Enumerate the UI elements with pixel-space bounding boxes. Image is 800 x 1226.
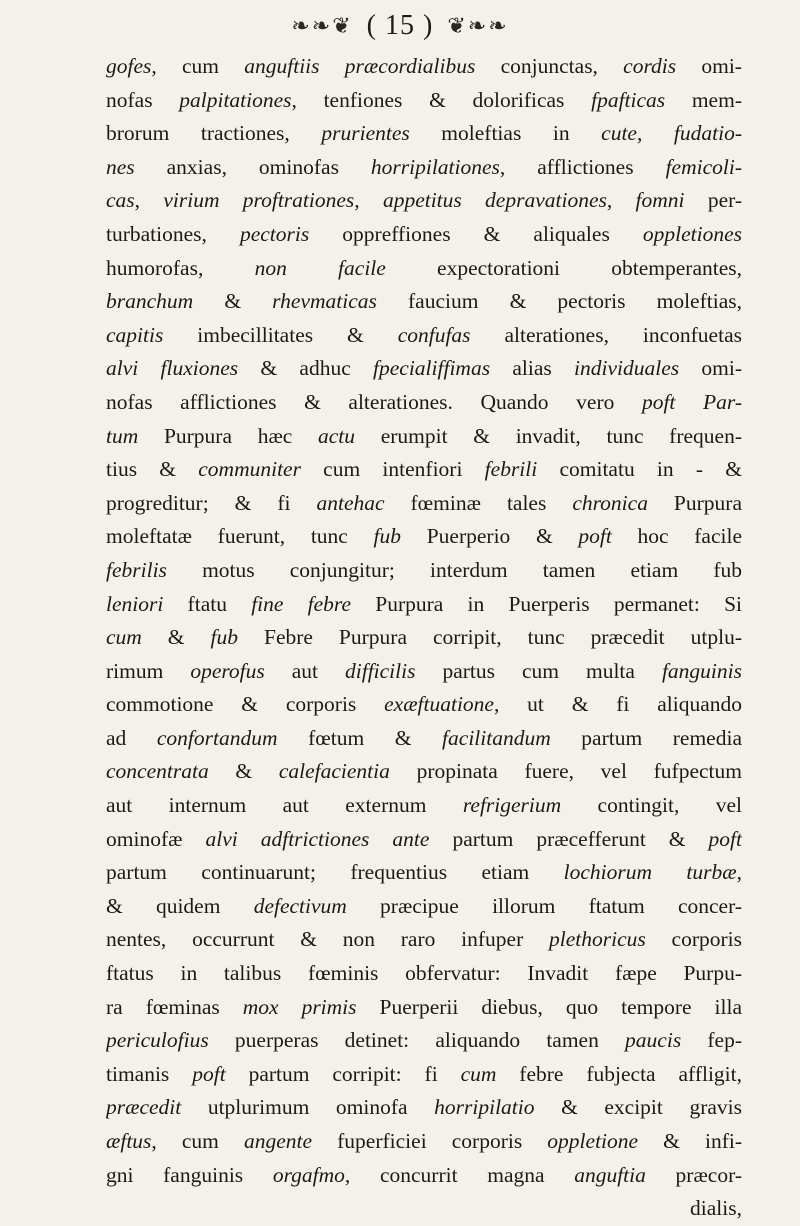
text-run: turbationes, <box>106 221 240 246</box>
text-run: utplurimum ominofa <box>181 1095 435 1120</box>
italic-phrase: fanguinis <box>661 658 742 683</box>
text-line <box>106 285 742 319</box>
italic-phrase: præcedit <box>106 1095 182 1120</box>
text-line <box>106 1058 742 1092</box>
text-run: , <box>636 121 674 146</box>
italic-phrase: cas <box>106 188 135 213</box>
text-line <box>106 789 742 823</box>
text-run: fœminæ tales <box>384 490 573 515</box>
italic-phrase: antehac <box>316 490 385 515</box>
text-run: aut <box>264 658 345 683</box>
text-run: humorofas, <box>106 255 255 280</box>
text-run: moleftias in <box>409 121 602 146</box>
italic-phrase: exæftuatione <box>384 692 494 717</box>
text-line <box>106 655 742 689</box>
text-run: , cum <box>151 1129 244 1153</box>
text-line <box>106 252 742 286</box>
italic-phrase: orgafmo <box>272 1162 345 1187</box>
text-line <box>106 722 742 756</box>
text-run: & excipit gravis <box>534 1095 742 1120</box>
italic-phrase: confortandum <box>156 725 278 750</box>
text-run: fep- <box>681 1028 742 1053</box>
text-run: , ut & fi aliquando <box>493 692 742 717</box>
text-run: , <box>354 188 383 213</box>
text-line <box>106 890 742 924</box>
italic-phrase: poft <box>708 826 742 851</box>
italic-phrase: chronica <box>572 490 648 515</box>
italic-phrase: gofes <box>106 54 152 78</box>
italic-phrase: horripilationes <box>370 154 500 179</box>
text-run: timanis <box>106 1061 193 1086</box>
text-run: , <box>606 188 636 213</box>
italic-phrase: appetitus depravationes <box>382 188 607 213</box>
text-line <box>106 453 742 487</box>
text-line <box>106 117 742 151</box>
text-run: & <box>208 759 279 784</box>
text-run: dialis, <box>690 1196 742 1221</box>
text-run: alterationes, inconfuetas <box>470 322 742 347</box>
italic-phrase: mox primis <box>242 994 357 1019</box>
text-line <box>106 218 742 252</box>
text-line <box>106 1024 742 1058</box>
text-line <box>106 823 742 857</box>
text-run: ad <box>106 725 157 750</box>
text-run: oppreffiones & aliquales <box>309 221 643 246</box>
text-run: mem- <box>665 87 742 112</box>
italic-phrase: femicoli- <box>665 154 742 179</box>
italic-phrase: periculofius <box>106 1028 209 1053</box>
italic-phrase: fpecialiffimas <box>373 356 491 381</box>
text-run: & infi- <box>638 1129 742 1153</box>
italic-phrase: operofus <box>190 658 265 683</box>
page-header <box>0 8 800 44</box>
page-number: ( 15 ) <box>366 10 434 41</box>
text-run: propinata fuere, vel fufpectum <box>389 759 742 784</box>
italic-phrase: æftus <box>106 1129 152 1153</box>
text-run: cum intenfiori <box>300 457 485 482</box>
text-run: ftatu <box>163 591 252 616</box>
text-run: moleftatæ fuerunt, tunc <box>106 524 374 549</box>
text-run: motus conjungitur; interdum tamen etiam fub <box>166 557 742 582</box>
text-line <box>106 520 742 554</box>
text-run: , <box>736 860 742 885</box>
text-run: contingit, vel <box>561 793 742 818</box>
text-run: nofas <box>106 87 180 112</box>
italic-phrase: oppletiones <box>642 221 742 246</box>
italic-phrase: cute <box>601 121 637 146</box>
text-run: expectorationi obtemperantes, <box>385 255 742 280</box>
text-run: Purpura hæc <box>138 423 319 448</box>
text-line <box>106 856 742 890</box>
text-run: , tenfiones & dolorificas <box>291 87 592 112</box>
text-line <box>106 386 742 420</box>
italic-phrase: concentrata <box>106 759 209 784</box>
italic-phrase: fudatio- <box>673 121 742 146</box>
text-run: , cum <box>151 54 245 78</box>
text-run: Purpura <box>647 490 742 515</box>
left-ornament-icon: ❧❧❦ <box>291 13 353 38</box>
text-run: faucium & pectoris moleftias, <box>376 289 742 314</box>
italic-phrase: febrilis <box>106 557 167 582</box>
italic-phrase: facilitandum <box>442 725 551 750</box>
text-run: aut internum aut externum <box>106 793 463 818</box>
italic-phrase: fomni <box>635 188 685 213</box>
italic-phrase: defectivum <box>253 893 347 918</box>
italic-phrase: prurientes <box>321 121 410 146</box>
italic-phrase: confufas <box>397 322 471 347</box>
text-line <box>106 957 742 991</box>
text-run: conjunctas, <box>475 54 624 78</box>
text-run: corporis <box>645 927 742 952</box>
text-run: puerperas detinet: aliquando tamen <box>208 1028 626 1053</box>
italic-phrase: fub <box>210 625 239 650</box>
text-line <box>106 352 742 386</box>
text-line <box>106 487 742 521</box>
italic-phrase: angente <box>243 1129 313 1153</box>
italic-phrase: nes <box>106 154 135 179</box>
italic-phrase: lochiorum turbæ <box>563 860 737 885</box>
italic-phrase: pectoris <box>239 221 310 246</box>
text-run: per- <box>684 188 742 213</box>
italic-phrase: non facile <box>254 255 386 280</box>
italic-phrase: horripilatio <box>434 1095 535 1120</box>
text-line <box>106 621 742 655</box>
text-line <box>106 319 742 353</box>
text-run: progreditur; & fi <box>106 490 317 515</box>
italic-phrase: communiter <box>198 457 301 482</box>
text-line <box>106 184 742 218</box>
text-run: præcipue illorum ftatum concer- <box>346 893 742 918</box>
italic-phrase: individuales <box>574 356 680 381</box>
body-text <box>106 50 742 1226</box>
italic-phrase: cum <box>460 1061 497 1086</box>
text-run: ominofæ <box>106 826 206 851</box>
text-line <box>106 151 742 185</box>
text-run: hoc facile <box>611 524 742 549</box>
italic-phrase: cum <box>106 625 142 650</box>
text-run: nentes, occurrunt & non raro infuper <box>106 927 550 952</box>
text-run: partum corripit: fi <box>225 1061 461 1086</box>
italic-phrase: difficilis <box>345 658 416 683</box>
text-run: anxias, ominofas <box>134 154 371 179</box>
italic-phrase: palpitationes <box>179 87 292 112</box>
text-run: comitatu in - & <box>537 457 742 482</box>
text-run: febre fubjecta affligit, <box>496 1061 742 1086</box>
text-run: Purpura in Puerperis permanet: Si <box>351 591 742 616</box>
text-run: Febre Purpura corripit, tunc præcedit utplu- <box>238 625 742 650</box>
italic-phrase: poft <box>192 1061 226 1086</box>
italic-phrase: leniori <box>106 591 164 616</box>
text-line <box>106 84 742 118</box>
italic-phrase: fpafticas <box>591 87 666 112</box>
right-ornament-icon: ❦❧❧ <box>447 13 509 38</box>
text-run: partum continuarunt; frequentius etiam <box>106 860 564 885</box>
text-run: fœtum & <box>277 725 443 750</box>
text-run: præcor- <box>645 1162 742 1187</box>
text-run: omi- <box>679 356 742 381</box>
text-run: , <box>134 188 164 213</box>
text-run: commotione & corporis <box>106 692 385 717</box>
text-run: rimum <box>106 658 191 683</box>
text-run: partus cum multa <box>415 658 662 683</box>
text-run: erumpit & invadit, tunc frequen- <box>355 423 742 448</box>
text-run: & <box>193 289 273 314</box>
text-run: Puerperio & <box>401 524 579 549</box>
text-run: & adhuc <box>238 356 374 381</box>
text-line <box>106 50 742 84</box>
italic-phrase: alvi fluxiones <box>106 356 239 381</box>
italic-phrase: capitis <box>106 322 164 347</box>
text-run: omi- <box>676 54 742 78</box>
text-line <box>106 588 742 622</box>
text-line <box>106 554 742 588</box>
text-line <box>106 1091 742 1125</box>
text-run: ftatus in talibus fœminis obfervatur: Invadit fæpe Purpu- <box>106 961 742 986</box>
italic-phrase: oppletione <box>547 1129 639 1153</box>
text-line <box>106 420 742 454</box>
text-run: tius & <box>106 457 199 482</box>
text-run: & <box>141 625 211 650</box>
italic-phrase: paucis <box>625 1028 682 1053</box>
text-run: partum præcefferunt & <box>429 826 709 851</box>
italic-phrase: anguftiis præcordialibus <box>244 54 476 78</box>
text-run: brorum tractiones, <box>106 121 322 146</box>
italic-phrase: plethoricus <box>549 927 646 952</box>
text-run: imbecillitates & <box>163 322 398 347</box>
text-run: ra fœminas <box>106 994 243 1019</box>
text-line <box>106 1125 742 1159</box>
italic-phrase: calefacientia <box>278 759 390 784</box>
text-line <box>106 688 742 722</box>
text-run: , concurrit magna <box>344 1162 575 1187</box>
text-run: gni fanguinis <box>106 1162 273 1187</box>
text-line <box>106 923 742 957</box>
text-run: fuperficiei corporis <box>312 1129 548 1153</box>
italic-phrase: anguftia <box>574 1162 646 1187</box>
text-line <box>106 1192 742 1226</box>
italic-phrase: poft Par- <box>641 389 742 414</box>
italic-phrase: fub <box>373 524 402 549</box>
text-run: alias <box>490 356 575 381</box>
italic-phrase: alvi adftrictiones ante <box>205 826 430 851</box>
italic-phrase: fine febre <box>251 591 352 616</box>
italic-phrase: refrigerium <box>462 793 562 818</box>
italic-phrase: poft <box>578 524 612 549</box>
text-run: & quidem <box>106 893 254 918</box>
text-line <box>106 991 742 1025</box>
italic-phrase: branchum <box>106 289 194 314</box>
text-run: Puerperii diebus, quo tempore illa <box>356 994 742 1019</box>
italic-phrase: actu <box>318 423 356 448</box>
italic-phrase: rhevmaticas <box>272 289 377 314</box>
text-run: , afflictiones <box>499 154 666 179</box>
italic-phrase: cordis <box>623 54 677 78</box>
text-line <box>106 755 742 789</box>
italic-phrase: tum <box>106 423 139 448</box>
text-run: nofas afflictiones & alterationes. Quando vero <box>106 389 642 414</box>
text-run: partum remedia <box>550 725 742 750</box>
italic-phrase: virium proftrationes <box>163 188 355 213</box>
italic-phrase: febrili <box>484 457 538 482</box>
text-line <box>106 1159 742 1193</box>
